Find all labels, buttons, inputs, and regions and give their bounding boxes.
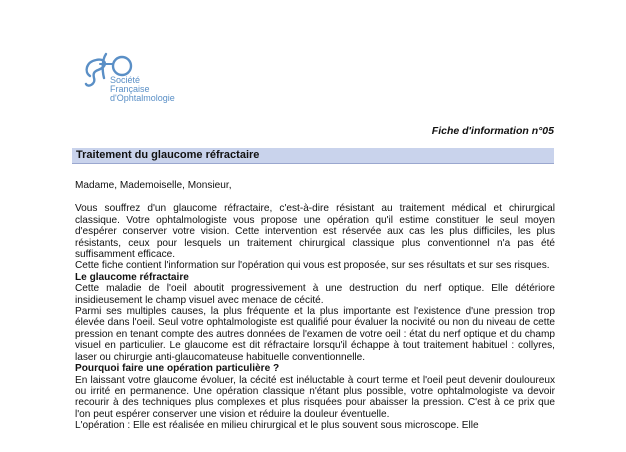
logo-line-1: Société <box>110 75 141 85</box>
paragraph-maladie: Cette maladie de l'oeil aboutit progressivement à une destruction du nerf optique. Elle détériore insidieusement le champ visuel avec menace de cécité. <box>75 283 555 306</box>
document-title: Traitement du glaucome réfractaire <box>76 149 260 161</box>
section-heading-glaucome: Le glaucome réfractaire <box>75 271 189 283</box>
title-bar <box>72 148 554 164</box>
sfo-logo-text <box>110 76 175 103</box>
document-body <box>75 180 555 432</box>
logo-line-2: Française <box>110 84 150 94</box>
paragraph-intro: Vous souffrez d'un glaucome réfractaire, c'est-à-dire résistant au traitement médical et chirurgical classique. Votre ophtalmologiste vous propose une opération qu'il estime constituer le seul moyen d'espérer conserver votre vision. Cette intervention est réservée aux cas les plus difficiles, les plus résistants, ceux pour lesquels un traitement chirurgical classique plus conventionnel n'a pas été suffisamment efficace. <box>75 203 555 261</box>
salutation: Madame, Mademoiselle, Monsieur, <box>75 180 232 191</box>
paragraph-info: Cette fiche contient l'information sur l'opération qui vous est proposée, sur ses résultats et sur ses risques. <box>75 260 550 272</box>
sfo-logo <box>80 48 200 120</box>
paragraph-causes: Parmi ses multiples causes, la plus fréquente et la plus importante est l'existence d'une pression trop élevée dans l'oeil. Seul votre ophtalmologiste est qualifié pour évaluer la nocivité ou non du niveau de cette pression en tenant compte des autres données de l'examen de votre oeil : état du nerf optique et du champ visuel en particulier. Le glaucome est dit réfractaire lorsqu'il échappe à tout traitement habituel : collyres, laser ou chirurgie anti-glaucomateuse habituelle conventionnelle. <box>75 306 555 363</box>
paragraph-operation: L'opération : Elle est réalisée en milieu chirurgical et le plus souvent sous microscope. Elle <box>75 420 479 432</box>
section-heading-pourquoi: Pourquoi faire une opération particulière ? <box>75 363 280 375</box>
paragraph-evolution: En laissant votre glaucome évoluer, la cécité est inéluctable à court terme et l'oeil peut devenir douloureux ou irrité en permanence. Une opération classique n'étant plus possible, votre ophtalmologiste va devoir recourir à des techniques plus complexes et plus risquées pour abaisser la pression. C'est à ce prix que l'on peut espérer conserver une vision et réduire la douleur éventuelle. <box>75 374 555 420</box>
logo-line-3: d'Ophtalmologie <box>110 93 175 103</box>
fiche-number: Fiche d'information n°05 <box>431 125 554 137</box>
